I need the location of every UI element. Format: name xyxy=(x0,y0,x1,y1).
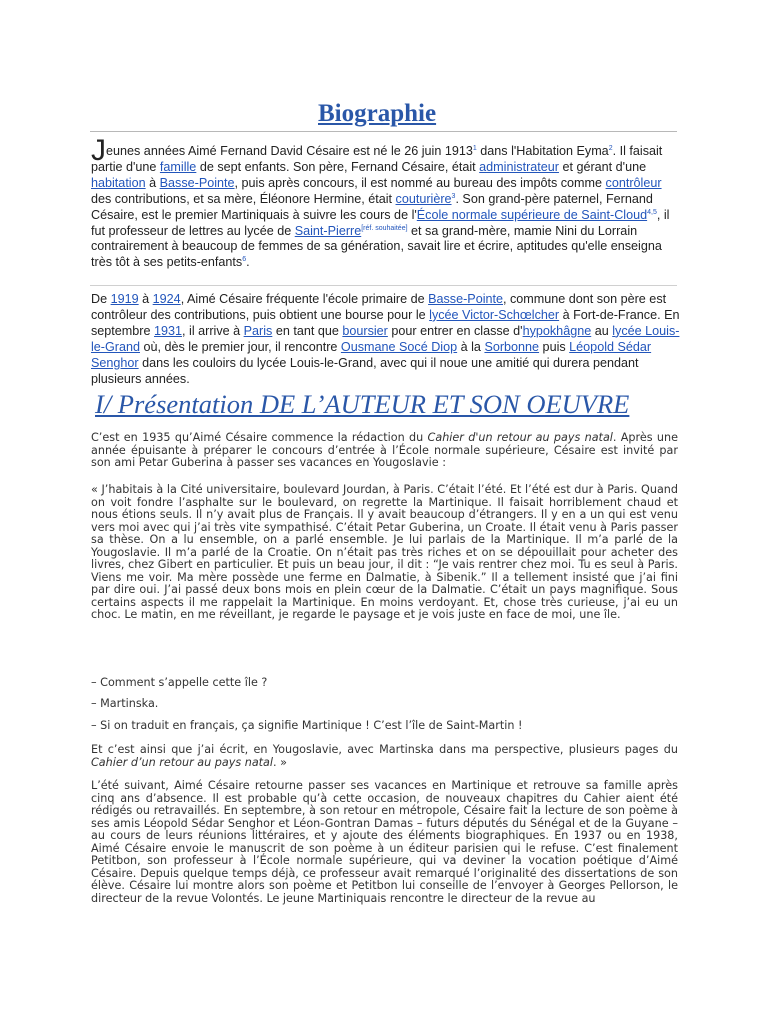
link-lycee-louis-le-grand[interactable]: lycée Louis-le-Grand xyxy=(91,323,680,354)
link-ousmane-soce-diop[interactable]: Ousmane Socé Diop xyxy=(340,339,458,354)
reference-3[interactable]: 3 xyxy=(451,192,456,200)
link-saint-pierre[interactable]: Saint-Pierre xyxy=(294,223,362,238)
link-basse-pointe-2[interactable]: Basse-Pointe xyxy=(428,292,503,306)
quote-paragraph: « J’habitais à la Cité universitaire, boulevard Jourdan, à Paris. C’était l’été. Et l’été est dur à Paris. Quand on voit fondre l’asphalte sur le boulevard, on regrette la Martinique. Il faisait horriblement chaud et nous étions seuls. Il n’y avait plus de Français. Il y avait beaucoup d’étrangers. Il y en a un qui est venu vers moi avec qui j’ai très vite sympathisé. C’était Petar Guberina, un Croate. Il était venu à Paris passer sa thèse. On a lu ensemble, on a parlé ensemble. Je lui parlais de la Martinique. Il m’a parlé de la Yougoslavie. Il m’a parlé de la Croatie. On n’était pas très riches et on se dépouillait pour acheter des livres, chez Gibert en particulier. Et puis un beau jour, il dit : “Je vais rentrer chez moi. Tu es seul à Paris. Viens me voir. Ma mère possède une ferme en Dalmatie, à Sibenik.” Il a tellement insisté que j’ai fini par dire oui. J’ai passé deux bons mois en plein cœur de la Dalmatie. C’était un pays magnifique. Sous certains aspects il me rappelait la Martinique. En moins verdoyant. Et, chose très curieuse, j’ai eu un choc. Le matin, en me réveillant, je regarde le paysage et je vois juste en face de moi, une île. xyxy=(91,483,678,621)
link-controleur[interactable]: contrôleur xyxy=(605,175,662,190)
book-title-2: Cahier d’un retour au pays natal xyxy=(91,755,274,769)
link-basse-pointe[interactable]: Basse-Pointe xyxy=(159,175,235,190)
quote-closing-paragraph: Et c’est ainsi que j’ai écrit, en Yougoslavie, avec Martinska dans ma perspective, plusieurs pages du Cahier d’un retour au pays natal. » xyxy=(91,743,678,769)
section-heading: I/ Présentation DE L’AUTEUR ET SON OEUVRE xyxy=(95,389,630,419)
reference-2[interactable]: 2 xyxy=(608,144,613,152)
book-title: Cahier d'un retour au pays natal xyxy=(427,431,613,444)
link-1924[interactable]: 1924 xyxy=(152,292,181,306)
link-hypokhagne[interactable]: hypokhâgne xyxy=(522,323,592,338)
dialogue-line-3: – Si on traduit en français, ça signifie Martinique ! C’est l’île de Saint-Martin ! xyxy=(91,719,523,732)
reference-needed[interactable]: [réf. souhaitée] xyxy=(361,224,408,232)
link-boursier[interactable]: boursier xyxy=(342,323,388,338)
intro-paragraph: C’est en 1935 qu’Aimé Césaire commence la rédaction du Cahier d'un retour au pays natal. Après une année épuisante à préparer le concours d’entrée à l’École normale supérieure, Césaire est invité par son ami Petar Guberina à passer ses vacances en Yougoslavie : xyxy=(91,431,678,469)
biography-paragraph-1: Jeunes années Aimé Fernand David Césaire est né le 26 juin 1913$^1$ dans l'Habitation Eyma$^2$. Il faisait partie d'une famille de sept enfants. Son père, Fernand Césaire, était administrateur et gérant d'une habitation à Basse-Pointe, puis après concours, il est nommé au bureau des impôts comme contrôleur des contributions, et sa mère, Éléonore Hermine, était couturière$^3$. Son grand-père paternel, Fernand Césaire, est le premier Martiniquais à suivre les cours de l'École normale supérieure de Saint-Cloud$^{4,5}$, il fut professeur de lettres au lycée de Saint-Pierre[réf. souhaitée] et sa grand-mère, mamie Nini du Lorrain contrairement à beaucoup de femmes de sa génération, savait lire et écrire, aptitudes qu'elle enseigna très tôt à ses petits-enfants$^6$. xyxy=(91,134,670,270)
reference-1[interactable]: 1 xyxy=(472,144,477,152)
heading-divider xyxy=(90,131,677,132)
drop-cap: J xyxy=(91,134,106,167)
link-ecole-normale[interactable]: École normale supérieure de Saint-Cloud xyxy=(416,207,648,222)
link-1919[interactable]: 1919 xyxy=(110,292,139,306)
narrative-paragraph: L’été suivant, Aimé Césaire retourne passer ses vacances en Martinique et retrouve sa famille après cinq ans d’absence. Il est probable qu’à cette occasion, de nouveaux chapitres du Cahier aient été rédigés ou retravaillés. En septembre, à son retour en métropole, Césaire fait la lecture de son poème à ses amis Léopold Sédar Senghor et Léon-Gontran Damas – futurs députés du Sénégal et de la Guyane – au cours de leurs réunions littéraires, et y ajoute des éléments biographiques. En 1937 ou en 1938, Aimé Césaire envoie le manuscrit de son poème à un éditeur parisien qui le refuse. C’est finalement Petitbon, son professeur à l’École normale supérieure, qui va deviner la vocation poétique d’Aimé Césaire. Depuis quelque temps déjà, ce professeur avait remarqué l’originalité des dissertations de son élève. Césaire lui montre alors son poème et Petitbon lui conseille de l’envoyer à Georges Pellorson, le directeur de la revue Volontés. Le jeune Martiniquais rencontre le directeur de la revue au xyxy=(91,779,678,905)
link-senghor[interactable]: Léopold Sédar Senghor xyxy=(91,339,652,370)
lead-text: eunes années xyxy=(106,144,186,158)
reference-4[interactable]: 4,5 xyxy=(647,208,657,216)
link-administrateur[interactable]: administrateur xyxy=(479,159,559,174)
dialogue-line-1: – Comment s’appelle cette île ? xyxy=(91,676,268,689)
link-famille[interactable]: famille xyxy=(159,159,197,174)
dialogue-line-2: – Martinska. xyxy=(91,697,159,710)
link-couturiere[interactable]: couturière xyxy=(395,191,452,206)
reference-6[interactable]: 6 xyxy=(242,256,247,264)
link-habitation[interactable]: habitation xyxy=(91,175,146,190)
link-sorbonne[interactable]: Sorbonne xyxy=(484,339,540,354)
link-1931[interactable]: 1931 xyxy=(154,323,183,338)
paragraph-divider xyxy=(90,285,677,286)
link-lycee-victor-schoelcher[interactable]: lycée Victor-Schœlcher xyxy=(429,307,560,322)
link-paris[interactable]: Paris xyxy=(243,323,273,338)
biography-paragraph-2: De 1919 à 1924, Aimé Césaire fréquente l'école primaire de Basse-Pointe, commune dont son père est contrôleur des contributions, puis obtient une bourse pour le lycée Victor-Schœlcher à Fort-de-France. En septembre 1931, il arrive à Paris en tant que boursier pour entrer en classe d'hypokhâgne au lycée Louis-le-Grand où, dès le premier jour, il rencontre Ousmane Socé Diop à la Sorbonne puis Léopold Sédar Senghor dans les couloirs du lycée Louis-le-Grand, avec qui il noue une amitié qui durera pendant plusieurs années. xyxy=(91,292,680,386)
biography-heading: Biographie xyxy=(318,100,437,127)
